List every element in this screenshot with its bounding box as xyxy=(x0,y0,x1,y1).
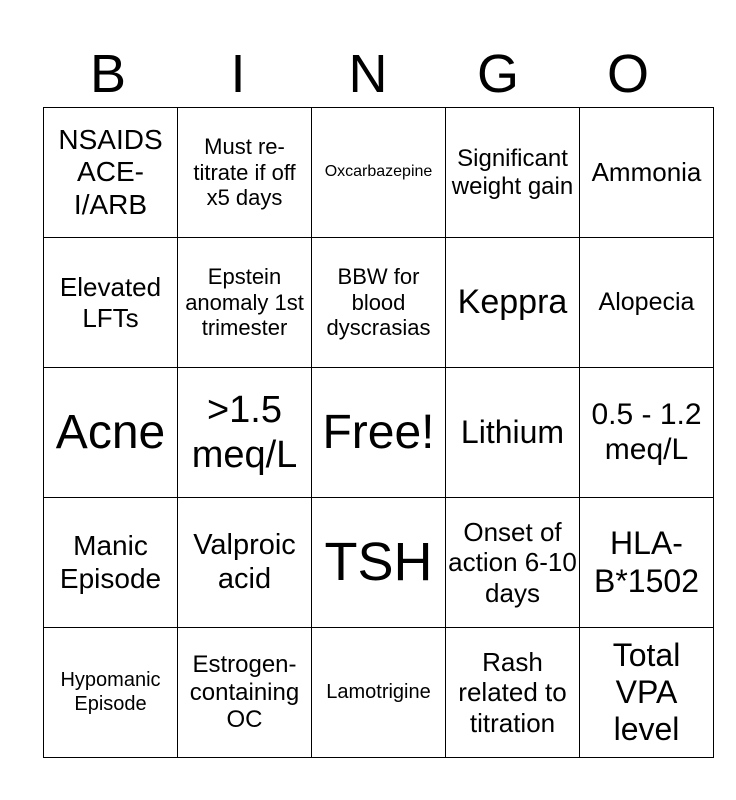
board-row xyxy=(44,628,714,758)
bingo-cell[interactable]: Alopecia xyxy=(580,238,714,368)
bingo-cell[interactable]: Elevated LFTs xyxy=(44,238,178,368)
header-letter-n: N xyxy=(348,44,388,104)
bingo-cell[interactable]: Significant weight gain xyxy=(446,108,580,238)
board-row xyxy=(44,498,714,628)
bingo-cell[interactable]: Rash related to titration xyxy=(446,628,580,758)
header-letter-b: B xyxy=(89,44,127,104)
bingo-cell[interactable]: Must re-titrate if off x5 days xyxy=(178,108,312,238)
board-row xyxy=(44,108,714,238)
header-letter-g: G xyxy=(476,44,519,104)
bingo-cell[interactable]: Keppra xyxy=(446,238,580,368)
bingo-cell[interactable]: 0.5 - 1.2 meq/L xyxy=(580,368,714,498)
bingo-cell[interactable]: BBW for blood dyscrasias xyxy=(312,238,446,368)
bingo-cell[interactable]: Manic Episode xyxy=(44,498,178,628)
bingo-cell[interactable]: Valproic acid xyxy=(178,498,312,628)
board-row xyxy=(44,368,714,498)
board-row xyxy=(44,238,714,368)
bingo-cell[interactable]: Total VPA level xyxy=(580,628,714,758)
bingo-cell[interactable]: Oxcarbazepine xyxy=(312,108,446,238)
bingo-cell[interactable]: Acne xyxy=(44,368,178,498)
bingo-cell[interactable]: Lamotrigine xyxy=(312,628,446,758)
header-letter-i: I xyxy=(230,44,246,104)
bingo-header xyxy=(43,42,693,106)
bingo-board xyxy=(43,107,714,758)
bingo-cell[interactable]: Estrogen-containing OC xyxy=(178,628,312,758)
bingo-cell[interactable]: Onset of action 6-10 days xyxy=(446,498,580,628)
bingo-cell[interactable]: Lithium xyxy=(446,368,580,498)
bingo-cell[interactable]: Hypomanic Episode xyxy=(44,628,178,758)
header-letter-o: O xyxy=(606,44,649,104)
bingo-cell[interactable]: HLA-B*1502 xyxy=(580,498,714,628)
bingo-cell[interactable]: NSAIDS ACE-I/ARB xyxy=(44,108,178,238)
bingo-cell[interactable]: >1.5 meq/L xyxy=(178,368,312,498)
bingo-cell[interactable]: TSH xyxy=(312,498,446,628)
bingo-cell[interactable]: Ammonia xyxy=(580,108,714,238)
bingo-cell[interactable]: Free! xyxy=(312,368,446,498)
bingo-cell[interactable]: Epstein anomaly 1st trimester xyxy=(178,238,312,368)
